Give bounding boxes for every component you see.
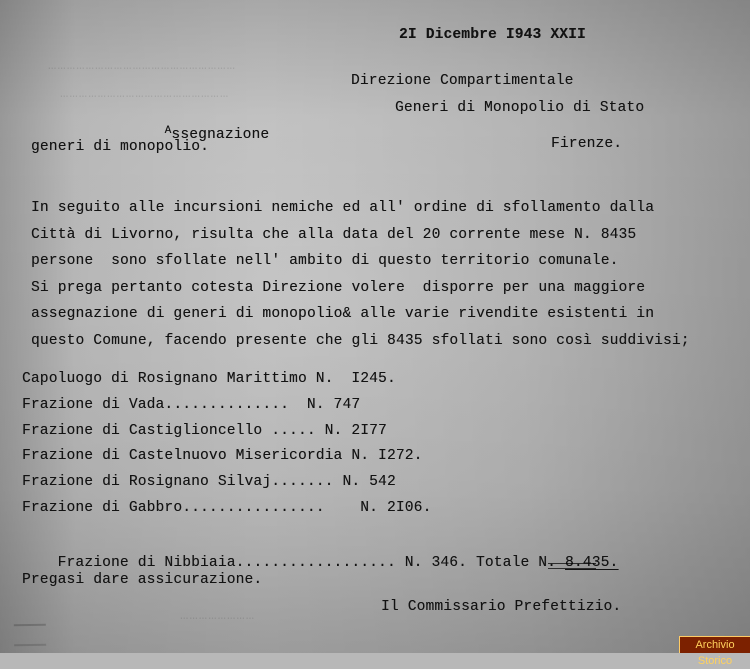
total-double-underline (548, 563, 596, 569)
subject-line-1-rest: ssegnazione (171, 126, 270, 143)
subject-line-2: generi di monopolio. (31, 139, 210, 155)
body-line-2: Città di Livorno, risulta che alla data del 20 corrente mese N. 8435 (31, 227, 637, 243)
recipient-line-2: Generi di Monopolio di Stato (395, 100, 645, 116)
letter-date: 2I Dicembre I943 XXII (399, 27, 586, 43)
distribution-row-5: Frazione di Rosignano Silvaj....... N. 542 (22, 474, 396, 490)
recipient-city: Firenze. (551, 136, 623, 152)
archive-watermark: Archivio Storico (679, 636, 750, 653)
stamp-mark (14, 624, 46, 647)
closing-line: Pregasi dare assicurazione. (22, 572, 263, 588)
distribution-row-6: Frazione di Gabbro................ N. 2I06. (22, 500, 432, 516)
body-line-1: In seguito alle incursioni nemiche ed all' ordine di sfollamento dalla (31, 200, 655, 216)
subject-initial: A (164, 124, 172, 137)
body-line-6: questo Comune, facendo presente che gli 8435 sfollati sono così suddivisi; (31, 333, 690, 349)
distribution-row-2: Frazione di Vada.............. N. 747 (22, 397, 361, 413)
distribution-row-3: Frazione di Castiglioncello ..... N. 2I77 (22, 423, 387, 439)
distribution-row-4: Frazione di Castelnuovo Misericordia N. I272. (22, 448, 423, 464)
signature-line: Il Commissario Prefettizio. (381, 599, 622, 615)
distribution-total: 8.435. (565, 554, 619, 571)
distribution-row-1: Capoluogo di Rosignano Marittimo N. I245. (22, 371, 396, 387)
bleed-through-top: …………………………………………………… (48, 58, 237, 74)
bleed-through-upper: ……………………………………………… (60, 86, 230, 102)
body-line-5: assegnazione di generi di monopolio& alle varie rivendite esistenti in (31, 306, 655, 322)
recipient-line-1: Direzione Compartimentale (351, 73, 574, 89)
body-line-3: persone sono sfollate nell' ambito di questo territorio comunale. (31, 253, 619, 269)
bleed-through-lower: …………………… (180, 608, 256, 624)
body-line-4: Si prega pertanto cotesta Direzione volere disporre per una maggiore (31, 280, 646, 296)
distribution-last-prefix: Frazione di Nibbiaia.................. N. 346. Totale N. (57, 554, 565, 571)
